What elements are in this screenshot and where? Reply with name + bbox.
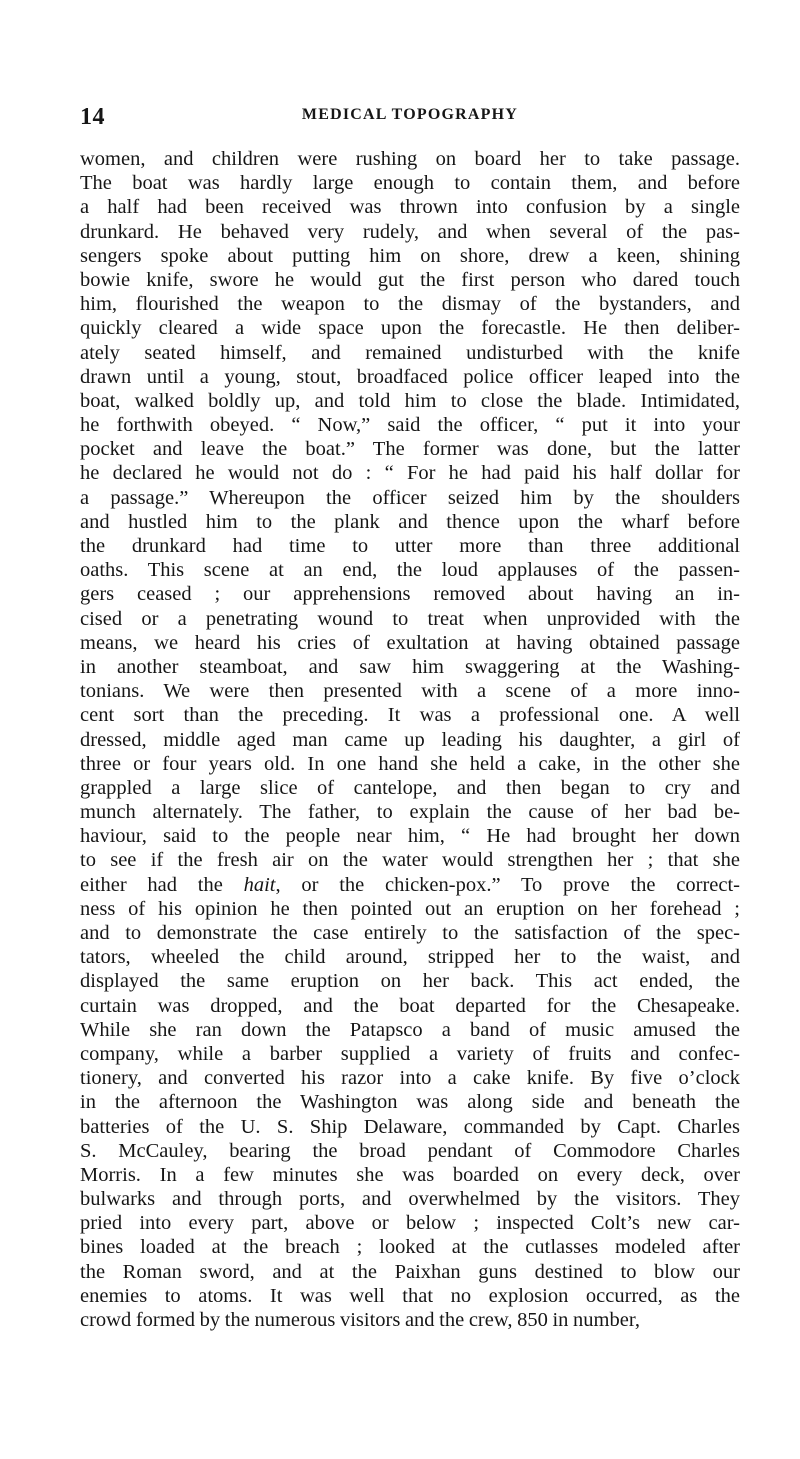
- text-line: ness of his opinion he then pointed out an eruption on her forehead ;: [80, 897, 740, 920]
- text-line: the drunkard had time to utter more than three additional: [80, 535, 740, 557]
- text-segment: , or the chicken-pox.” To prove the correct-: [275, 873, 741, 896]
- text-line: he declared he would not do : “ For he had paid his half dollar for: [80, 462, 740, 485]
- text-line: cent sort than the preceding. It was a professional one. A well: [80, 704, 740, 727]
- text-line: haviour, said to the people near him, “ He had brought her down: [80, 825, 740, 848]
- text-line: pocket and leave the boat.” The former was done, but the latter: [80, 438, 740, 461]
- running-head: MEDICAL TOPOGRAPHY: [301, 106, 519, 123]
- text-line: bines loaded at the breach ; looked at the cutlasses modeled after: [80, 1236, 740, 1259]
- text-line: pried into every part, above or below ; inspected Colt’s new car-: [80, 1212, 740, 1235]
- text-line: women, and children were rushing on board her to take passage.: [80, 148, 740, 170]
- text-line: The boat was hardly large enough to contain them, and before: [80, 172, 740, 195]
- text-segment: either had the: [80, 873, 244, 896]
- text-line: grappled a large slice of cantelope, and then began to cry and: [80, 776, 740, 799]
- text-line: and to demonstrate the case entirely to the satisfaction of the spec-: [80, 922, 740, 944]
- text-line: in another steamboat, and saw him swaggering at the Washing-: [80, 655, 740, 678]
- text-line: the Roman sword, and at the Paixhan guns destined to blow our: [80, 1260, 740, 1283]
- page-header: [80, 104, 740, 138]
- text-line: and hustled him to the plank and thence upon the wharf before: [80, 510, 740, 533]
- text-line: in the afternoon the Washington was along side and beneath the: [80, 1091, 740, 1114]
- text-line: means, we heard his cries of exultation at having obtained passage: [80, 631, 740, 654]
- text-line: curtain was dropped, and the boat departed for the Chesapeake.: [80, 994, 740, 1017]
- text-line: dressed, middle aged man came up leading his daughter, a girl of: [80, 728, 740, 751]
- italic-word: hait: [243, 873, 276, 896]
- text-line: company, while a barber supplied a variety of fruits and confec-: [80, 1042, 740, 1065]
- text-line: tionery, and converted his razor into a cake knife. By five o’clock: [80, 1067, 740, 1090]
- text-line: boat, walked boldly up, and told him to close the blade. Intimidated,: [80, 389, 740, 412]
- text-line: oaths. This scene at an end, the loud applauses of the passen-: [80, 559, 740, 582]
- text-line: tators, wheeled the child around, stripped her to the waist, and: [80, 946, 740, 969]
- text-line: a passage.” Whereupon the officer seized him by the shoulders: [80, 486, 740, 509]
- text-line: quickly cleared a wide space upon the forecastle. He then deliber-: [80, 317, 740, 340]
- text-line: bowie knife, swore he would gut the first person who dared touch: [80, 268, 740, 291]
- text-line-with-italic: [80, 873, 740, 897]
- text-line: tonians. We were then presented with a scene of a more inno-: [80, 680, 740, 703]
- text-line: crowd formed by the numerous visitors and the crew, 850 in number,: [80, 1309, 640, 1331]
- text-line: S. McCauley, bearing the broad pendant of Commodore Charles: [80, 1139, 740, 1162]
- text-line: to see if the fresh air on the water would strengthen her ; that she: [80, 849, 740, 872]
- text-line: a half had been received was thrown into confusion by a single: [80, 196, 740, 219]
- text-line: him, flourished the weapon to the dismay of the bystanders, and: [80, 293, 740, 316]
- text-line: sengers spoke about putting him on shore, drew a keen, shining: [80, 244, 740, 267]
- text-line: batteries of the U. S. Ship Delaware, commanded by Capt. Charles: [80, 1115, 740, 1138]
- text-line: drawn until a young, stout, broadfaced police officer leaped into the: [80, 365, 740, 388]
- body-text: [80, 147, 740, 1332]
- page-number: 14: [80, 104, 105, 130]
- text-line: enemies to atoms. It was well that no explosion occurred, as the: [80, 1284, 740, 1307]
- text-line: he forthwith obeyed. “ Now,” said the officer, “ put it into your: [80, 414, 740, 437]
- text-line: drunkard. He behaved very rudely, and when several of the pas-: [80, 220, 740, 243]
- text-line: bulwarks and through ports, and overwhelmed by the visitors. They: [80, 1188, 740, 1211]
- text-line: While she ran down the Patapsco a band of music amused the: [80, 1018, 740, 1041]
- text-line: gers ceased ; our apprehensions removed about having an in-: [80, 583, 740, 606]
- text-line: Morris. In a few minutes she was boarded on every deck, over: [80, 1163, 740, 1186]
- text-line: three or four years old. In one hand she held a cake, in the other she: [80, 752, 740, 775]
- text-line: displayed the same eruption on her back. This act ended, the: [80, 970, 740, 993]
- text-line: cised or a penetrating wound to treat when unprovided with the: [80, 607, 740, 630]
- text-line: ately seated himself, and remained undisturbed with the knife: [80, 341, 740, 364]
- text-line: munch alternately. The father, to explain the cause of her bad be-: [80, 801, 740, 824]
